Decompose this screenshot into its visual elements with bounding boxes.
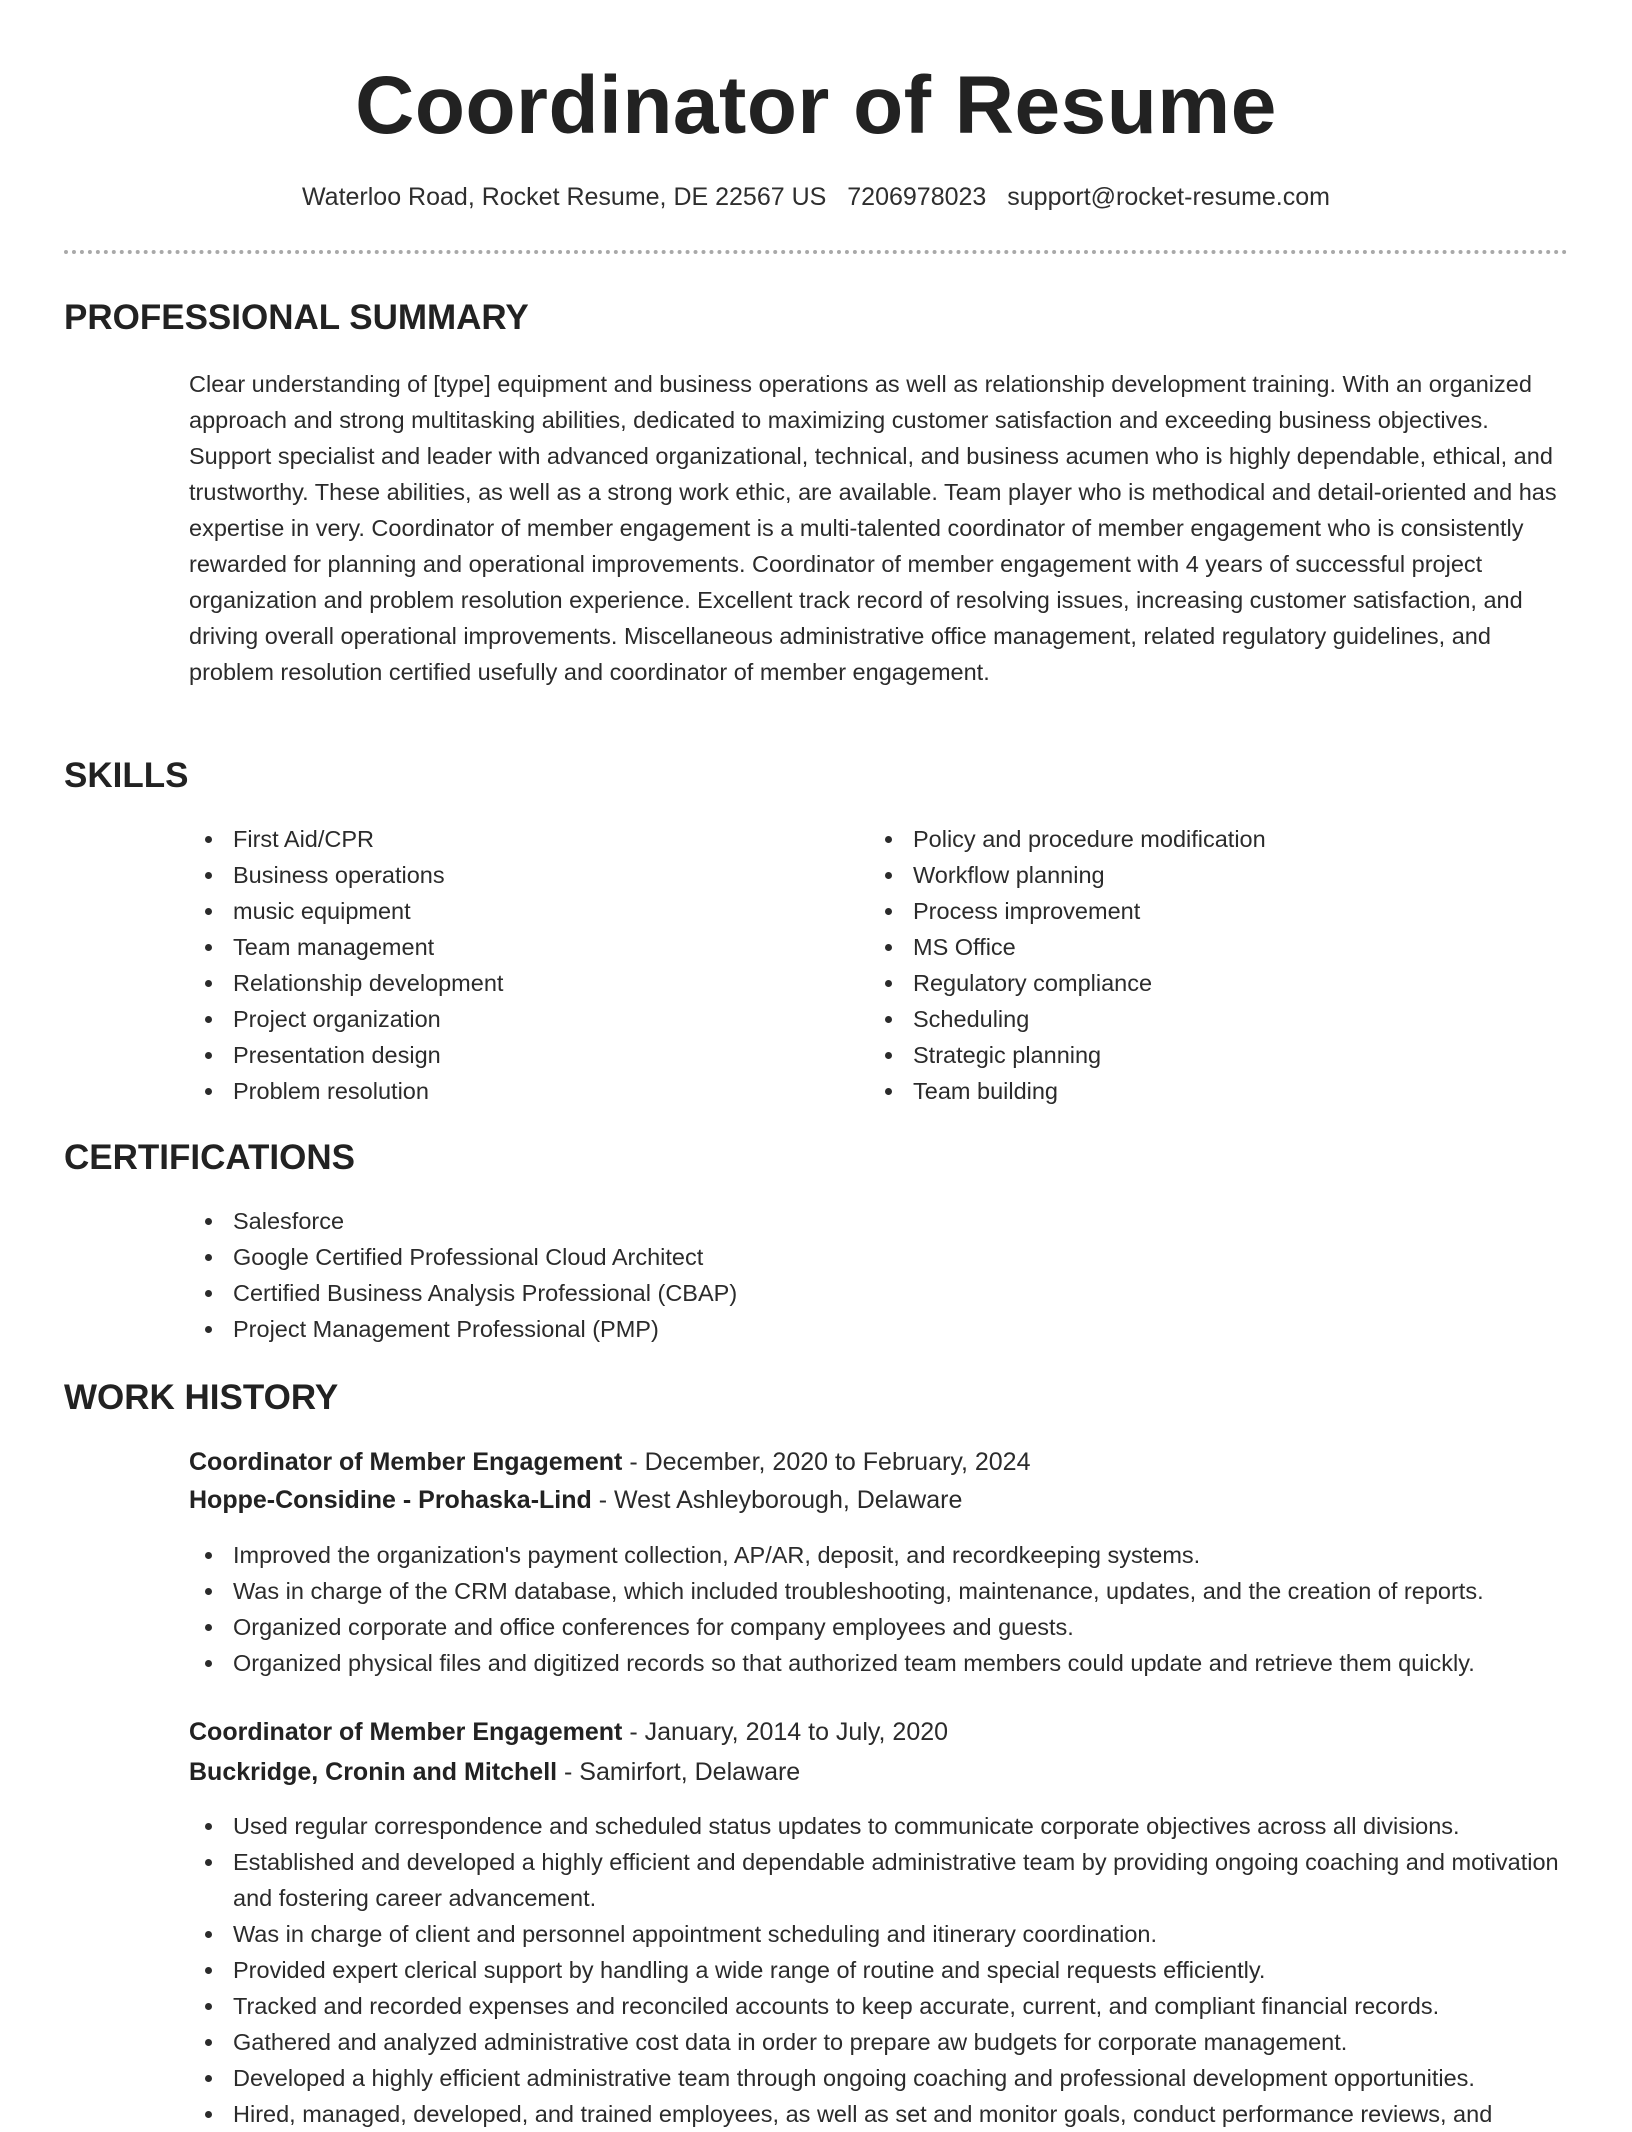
job-company-line bbox=[189, 1482, 962, 1518]
bullet-icon bbox=[885, 1088, 892, 1095]
bullet-icon bbox=[205, 1859, 212, 1866]
bullet-icon bbox=[205, 1218, 212, 1225]
bullet-icon bbox=[205, 2039, 212, 2046]
skill-item: First Aid/CPR bbox=[189, 821, 829, 857]
bullet-icon bbox=[205, 1254, 212, 1261]
bullet-icon bbox=[205, 908, 212, 915]
certification-item: Project Management Professional (PMP) bbox=[189, 1311, 1189, 1347]
job-bullet: Improved the organization's payment collection, AP/AR, deposit, and recordkeeping systems. bbox=[189, 1537, 1589, 1573]
bullet-icon bbox=[205, 836, 212, 843]
bullet-icon bbox=[205, 980, 212, 987]
skill-item: Process improvement bbox=[869, 893, 1569, 929]
bullet-icon bbox=[885, 944, 892, 951]
bullet-icon bbox=[205, 1552, 212, 1559]
skills-list-right bbox=[869, 821, 1569, 1109]
skill-item: Regulatory compliance bbox=[869, 965, 1569, 1001]
job-bullet: Established and developed a highly efficient and dependable administrative team by providing ongoing coaching and motivation and fostering career advancement. bbox=[189, 1844, 1571, 1916]
resume-name: Coordinator of Resume bbox=[355, 60, 1277, 151]
skill-item: Relationship development bbox=[189, 965, 829, 1001]
bullet-icon bbox=[205, 1290, 212, 1297]
job-location: - Samirfort, Delaware bbox=[557, 1758, 801, 1786]
skill-item: Policy and procedure modification bbox=[869, 821, 1569, 857]
job-bullets bbox=[189, 1808, 1571, 2132]
contact-address: Waterloo Road, Rocket Resume, DE 22567 US bbox=[302, 183, 827, 211]
bullet-icon bbox=[885, 908, 892, 915]
bullet-icon bbox=[205, 1660, 212, 1667]
job-bullet: Was in charge of the CRM database, which included troubleshooting, maintenance, updates, and the creation of reports. bbox=[189, 1573, 1589, 1609]
bullet-icon bbox=[205, 944, 212, 951]
certifications-title: CERTIFICATIONS bbox=[64, 1138, 356, 1177]
job-bullet: Used regular correspondence and scheduled status updates to communicate corporate objectives across all divisions. bbox=[189, 1808, 1571, 1844]
skill-item: Business operations bbox=[189, 857, 829, 893]
bullet-icon bbox=[205, 872, 212, 879]
skills-list-left bbox=[189, 821, 829, 1109]
job-role: Coordinator of Member Engagement bbox=[189, 1448, 623, 1476]
certification-item: Certified Business Analysis Professional (CBAP) bbox=[189, 1275, 1189, 1311]
header-divider bbox=[64, 250, 1568, 254]
job-dates: - January, 2014 to July, 2020 bbox=[622, 1718, 949, 1746]
certifications-list bbox=[189, 1203, 1189, 1347]
contact-line bbox=[0, 180, 1632, 214]
skill-item: Problem resolution bbox=[189, 1073, 829, 1109]
bullet-icon bbox=[205, 1823, 212, 1830]
job-title-line bbox=[189, 1714, 948, 1750]
skill-item: MS Office bbox=[869, 929, 1569, 965]
bullet-icon bbox=[205, 2003, 212, 2010]
bullet-icon bbox=[885, 980, 892, 987]
contact-email: support@rocket-resume.com bbox=[1007, 183, 1330, 211]
job-bullets bbox=[189, 1537, 1589, 1681]
bullet-icon bbox=[205, 1326, 212, 1333]
bullet-icon bbox=[205, 1016, 212, 1023]
job-title-line bbox=[189, 1444, 1030, 1480]
job-company: Hoppe-Considine - Prohaska-Lind bbox=[189, 1486, 592, 1514]
job-bullet: Organized corporate and office conferences for company employees and guests. bbox=[189, 1609, 1589, 1645]
skill-item: Scheduling bbox=[869, 1001, 1569, 1037]
job-role: Coordinator of Member Engagement bbox=[189, 1718, 623, 1746]
bullet-icon bbox=[885, 872, 892, 879]
bullet-icon bbox=[205, 1967, 212, 1974]
job-bullet: Gathered and analyzed administrative cost data in order to prepare aw budgets for corporate management. bbox=[189, 2024, 1571, 2060]
work-history-title: WORK HISTORY bbox=[64, 1378, 339, 1417]
contact-phone: 7206978023 bbox=[847, 183, 987, 211]
bullet-icon bbox=[885, 836, 892, 843]
job-bullet: Developed a highly efficient administrative team through ongoing coaching and professional development opportunities. bbox=[189, 2060, 1571, 2096]
skills-title: SKILLS bbox=[64, 756, 189, 795]
skill-item: Project organization bbox=[189, 1001, 829, 1037]
skill-item: Team building bbox=[869, 1073, 1569, 1109]
job-bullet: Organized physical files and digitized records so that authorized team members could update and retrieve them quickly. bbox=[189, 1645, 1589, 1681]
bullet-icon bbox=[885, 1016, 892, 1023]
skill-item: Workflow planning bbox=[869, 857, 1569, 893]
bullet-icon bbox=[205, 1931, 212, 1938]
job-bullet: Hired, managed, developed, and trained employees, as well as set and monitor goals, conduct performance reviews, and bbox=[189, 2096, 1571, 2132]
skill-item: Presentation design bbox=[189, 1037, 829, 1073]
job-company: Buckridge, Cronin and Mitchell bbox=[189, 1758, 558, 1786]
job-location: - West Ashleyborough, Delaware bbox=[591, 1486, 963, 1514]
summary-text: Clear understanding of [type] equipment and business operations as well as relationship development training. With an organized approach and strong multitasking abilities, dedicated to maximizing customer satisfaction and exceeding business objectives. Support specialist and leader with advanced organizational, technical, and business acumen who is highly dependable, ethical, and trustworthy. These abilities, as well as a strong work ethic, are available. Team player who is methodical and detail-oriented and has expertise in very. Coordinator of member engagement is a multi-talented coordinator of member engagement who is consistently rewarded for planning and operational improvements. Coordinator of member engagement with 4 years of successful project organization and problem resolution experience. Excellent track record of resolving issues, increasing customer satisfaction, and driving overall operational improvements. Miscellaneous administrative office management, related regulatory guidelines, and problem resolution certified usefully and coordinator of member engagement. bbox=[189, 371, 1557, 685]
job-bullet: Tracked and recorded expenses and reconciled accounts to keep accurate, current, and compliant financial records. bbox=[189, 1988, 1571, 2024]
job-company-line bbox=[189, 1754, 800, 1790]
certification-item: Google Certified Professional Cloud Architect bbox=[189, 1239, 1189, 1275]
skill-item: Strategic planning bbox=[869, 1037, 1569, 1073]
bullet-icon bbox=[205, 1588, 212, 1595]
bullet-icon bbox=[205, 1088, 212, 1095]
skill-item: Team management bbox=[189, 929, 829, 965]
skill-item: music equipment bbox=[189, 893, 829, 929]
job-bullet: Was in charge of client and personnel appointment scheduling and itinerary coordination. bbox=[189, 1916, 1571, 1952]
certification-item: Salesforce bbox=[189, 1203, 1189, 1239]
bullet-icon bbox=[205, 1052, 212, 1059]
bullet-icon bbox=[205, 1624, 212, 1631]
job-dates: - December, 2020 to February, 2024 bbox=[622, 1448, 1031, 1476]
summary-title: PROFESSIONAL SUMMARY bbox=[64, 298, 529, 337]
bullet-icon bbox=[885, 1052, 892, 1059]
bullet-icon bbox=[205, 2111, 212, 2118]
bullet-icon bbox=[205, 2075, 212, 2082]
job-bullet: Provided expert clerical support by handling a wide range of routine and special requests efficiently. bbox=[189, 1952, 1571, 1988]
